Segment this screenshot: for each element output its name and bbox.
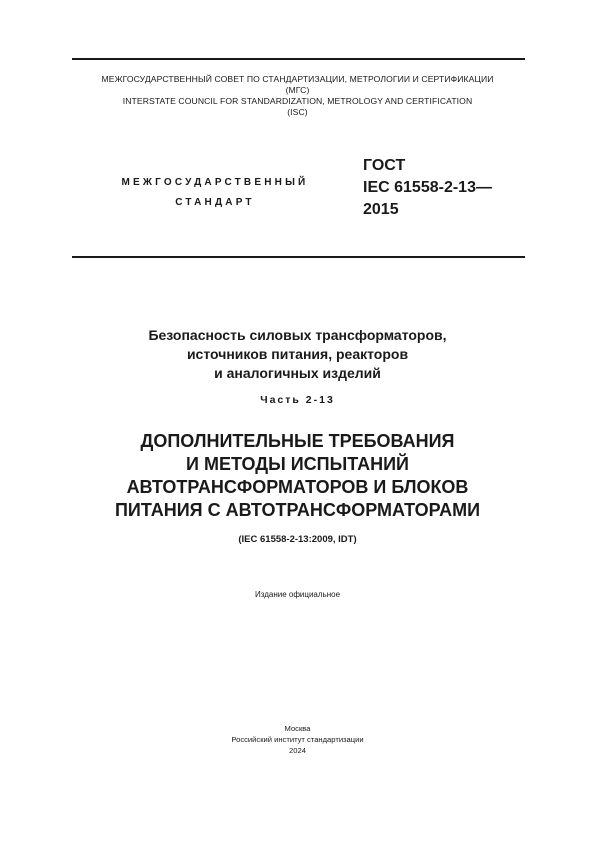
- top-rule: [72, 58, 525, 60]
- imprint-city: Москва: [284, 724, 311, 733]
- standard-code-line1: ГОСТ: [363, 157, 406, 174]
- title-line3: АВТОТРАНСФОРМАТОРОВ И БЛОКОВ: [126, 477, 469, 497]
- middle-rule: [72, 256, 525, 258]
- standard-code-line3: 2015: [363, 201, 399, 218]
- council-header: [40, 74, 555, 118]
- subject-heading: [40, 326, 555, 383]
- imprint-publisher: Российский институт стандартизации: [231, 735, 364, 744]
- imprint-year: 2024: [289, 746, 306, 755]
- identity-note: (IEC 61558-2-13:2009, IDT): [238, 534, 357, 545]
- council-name-ru: МЕЖГОСУДАРСТВЕННЫЙ СОВЕТ ПО СТАНДАРТИЗАЦИИ, МЕТРОЛОГИИ И СЕРТИФИКАЦИИ: [101, 74, 494, 84]
- standard-kind: [90, 173, 340, 213]
- title-line4: ПИТАНИЯ С АВТОТРАНСФОРМАТОРАМИ: [114, 500, 481, 520]
- standard-kind-line1: МЕЖГОСУДАРСТВЕННЫЙ: [121, 177, 309, 188]
- subject-line3: и аналогичных изделий: [214, 365, 381, 381]
- subject-line1: Безопасность силовых трансформаторов,: [148, 327, 447, 343]
- council-name-en: INTERSTATE COUNCIL FOR STANDARDIZATION, METROLOGY AND CERTIFICATION: [122, 96, 473, 106]
- subject-line2: источников питания, реакторов: [186, 346, 409, 362]
- standard-code: [363, 155, 492, 221]
- document-title: [40, 430, 555, 522]
- standard-code-line2: IEC 61558-2-13—: [363, 179, 492, 196]
- edition-note: Издание официальное: [254, 590, 341, 599]
- council-abbr-en: (ISC): [287, 107, 308, 117]
- imprint: [40, 723, 555, 756]
- council-abbr-ru: (МГС): [285, 85, 310, 95]
- title-line1: ДОПОЛНИТЕЛЬНЫЕ ТРЕБОВАНИЯ: [140, 431, 455, 451]
- part-label: Часть 2-13: [260, 394, 335, 406]
- title-line2: И МЕТОДЫ ИСПЫТАНИЙ: [186, 454, 409, 474]
- standard-kind-line2: СТАНДАРТ: [175, 197, 255, 208]
